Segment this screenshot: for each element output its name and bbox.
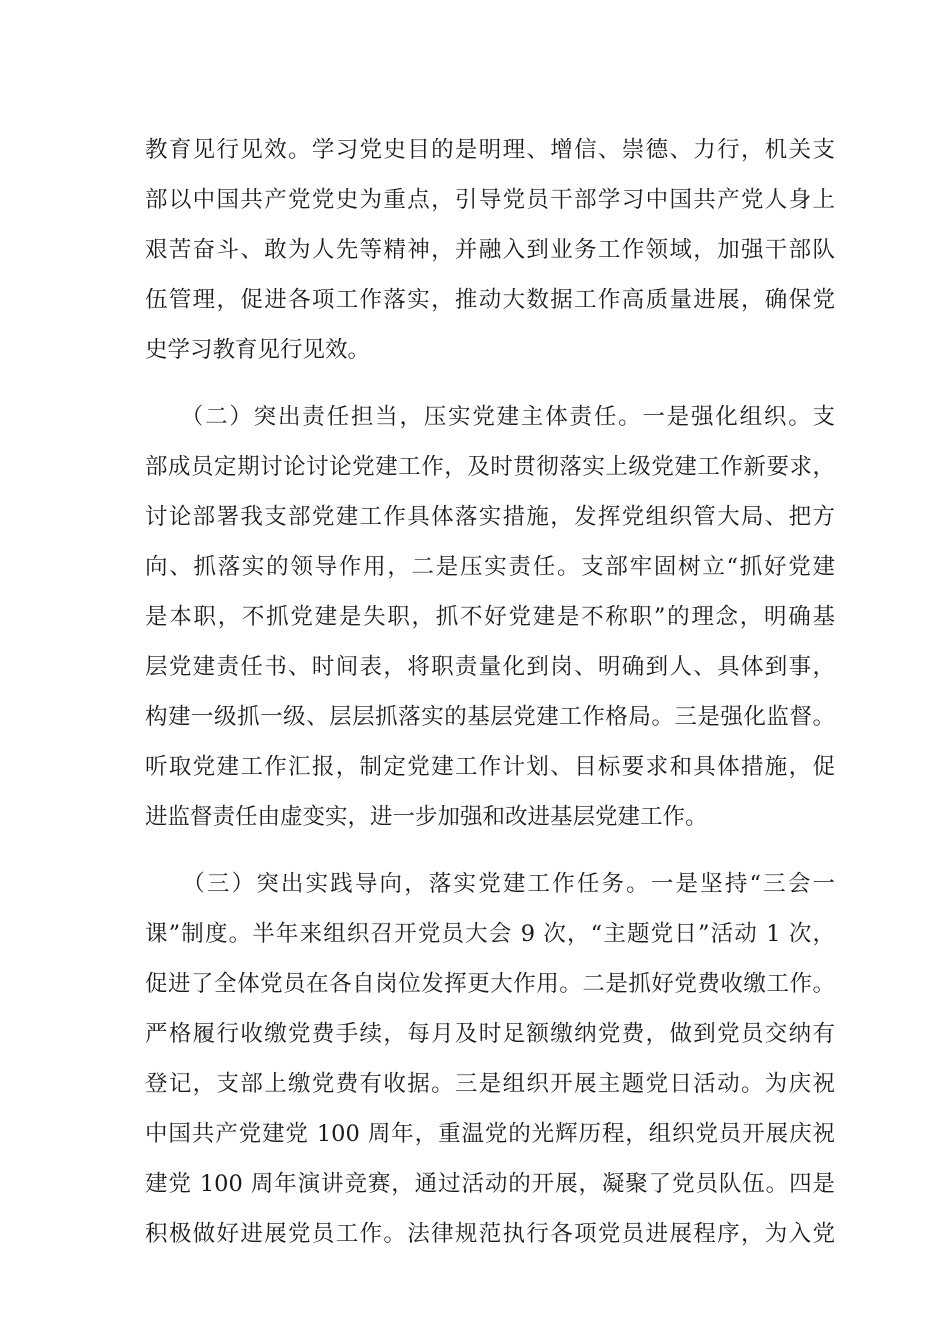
text-line: 讨论部署我支部党建工作具体落实措施，发挥党组织管大局、把方 — [145, 504, 835, 530]
text-line: 建党 100 周年演讲竞赛，通过活动的开展，凝聚了党员队伍。四是 — [145, 1171, 835, 1197]
paragraph-spacer — [145, 842, 835, 859]
text-line: 向、抓落实的领导作用，二是压实责任。支部牢固树立“抓好党建 — [145, 554, 835, 580]
text-line: 中国共产党建党 100 周年，重温党的光辉历程，组织党员开展庆祝 — [145, 1121, 835, 1147]
text-line: 史学习教育见行见效。 — [145, 337, 371, 363]
paragraph-2 — [145, 392, 835, 842]
text-line: 积极做好进展党员工作。法律规范执行各项党员进展程序，为入党 — [145, 1221, 835, 1247]
text-line: （三）突出实践导向，落实党建工作任务。一是坚持“三会一 — [145, 871, 835, 897]
text-line: 构建一级抓一级、层层抓落实的基层党建工作格局。三是强化监督。 — [145, 704, 835, 730]
text-line: 是本职，不抓党建是失职，抓不好党建是不称职”的理念，明确基 — [145, 604, 835, 630]
text-line: 部以中国共产党党史为重点，引导党员干部学习中国共产党人身上 — [145, 187, 835, 213]
text-line: 层党建责任书、时间表，将职责量化到岗、明确到人、具体到事， — [145, 654, 835, 680]
text-line: 课”制度。半年来组织召开党员大会 9 次，“主题党日”活动 1 次， — [145, 921, 835, 947]
paragraph-spacer — [145, 375, 835, 392]
text-line: 促进了全体党员在各自岗位发挥更大作用。二是抓好党费收缴工作。 — [145, 971, 835, 997]
paragraph-3 — [145, 859, 835, 1259]
paragraph-1 — [145, 125, 835, 375]
text-line: （二）突出责任担当，压实党建主体责任。一是强化组织。支 — [145, 404, 835, 430]
text-line: 教育见行见效。学习党史目的是明理、增信、崇德、力行，机关支 — [145, 137, 835, 163]
text-line: 严格履行收缴党费手续，每月及时足额缴纳党费，做到党员交纳有 — [145, 1021, 835, 1047]
text-line: 部成员定期讨论讨论党建工作，及时贯彻落实上级党建工作新要求， — [145, 454, 835, 480]
document-body — [145, 125, 835, 1259]
text-line: 听取党建工作汇报，制定党建工作计划、目标要求和具体措施，促 — [145, 754, 835, 780]
text-line: 伍管理，促进各项工作落实，推动大数据工作高质量进展，确保党 — [145, 287, 835, 313]
text-line: 登记，支部上缴党费有收据。三是组织开展主题党日活动。为庆祝 — [145, 1071, 835, 1097]
text-line: 艰苦奋斗、敢为人先等精神，并融入到业务工作领域，加强干部队 — [145, 237, 835, 263]
text-line: 进监督责任由虚变实，进一步加强和改进基层党建工作。 — [145, 804, 708, 830]
